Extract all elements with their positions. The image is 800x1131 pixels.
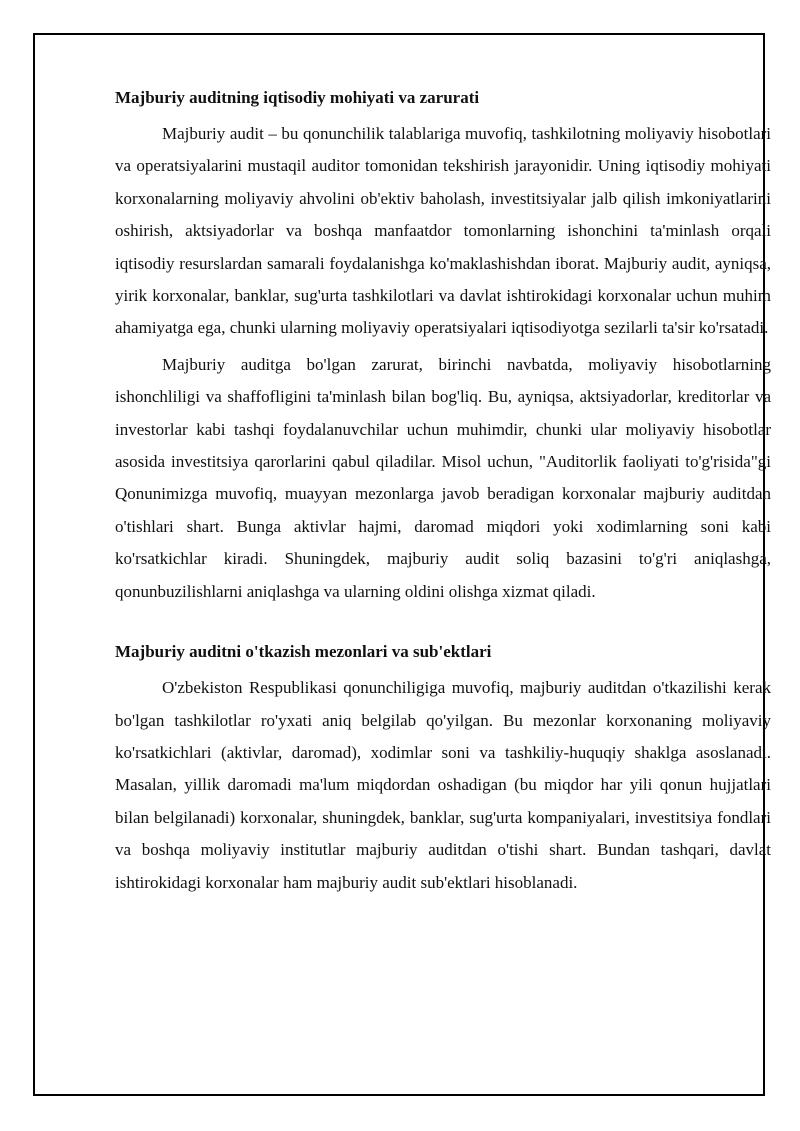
section-heading: Majburiy auditning iqtisodiy mohiyati va zarurati	[115, 88, 480, 107]
paragraph: Majburiy auditga bo'lgan zarurat, birinchi navbatda, moliyaviy hisobotlarning ishonchliligi va shaffofligini ta'minlash bilan bog'liq. Bu, ayniqsa, aktsiyadorlar, kreditorlar va investorlar kabi tashqi foydalanuvchilar uchun muhimdir, chunki ular moliyaviy hisobotlar asosida investitsiya qarorlarini qabul qiladilar. Misol uchun, "Auditorlik faoliyati to'g'risida"gi Qonunimizga muvofiq, muayyan mezonlarga javob beradigan korxonalar majburiy auditdan o'tishlari shart. Bunga aktivlar hajmi, daromad miqdori yoki xodimlarning soni kabi ko'rsatkichlar kiradi. Shuningdek, majburiy audit soliq bazasini to'g'ri aniqlashga, qonunbuzilishlarni aniqlashga va ularning oldini olishga xizmat qiladi.	[115, 354, 771, 601]
paragraph: O'zbekiston Respublikasi qonunchiligiga muvofiq, majburiy auditdan o'tkazilishi kerak bo'lgan tashkilotlar ro'yxati aniq belgilab qo'yilgan. Bu mezonlar korxonaning moliyaviy ko'rsatkichlari (aktivlar, daromad), xodimlar soni va tashkiliy-huquqiy shaklga asoslanadi. Masalan, yillik daromadi ma'lum miqdordan oshadigan (bu miqdor har yili qonun hujjatlari bilan belgilanadi) korxonalar, shuningdek, banklar, sug'urta kompaniyalari, investitsiya fondlari va boshqa moliyaviy institutlar majburiy auditdan o'tishi shart. Bundan tashqari, davlat ishtirokidagi korxonalar ham majburiy audit sub'ektlari hisoblanadi.	[115, 678, 771, 892]
document-body	[115, 84, 771, 899]
paragraph: Majburiy audit – bu qonunchilik talablariga muvofiq, tashkilotning moliyaviy hisobotlari va operatsiyalarini mustaqil auditor tomonidan tekshirish jarayonidir. Uning iqtisodiy mohiyati korxonalarning moliyaviy ahvolini ob'ektiv baholash, investitsiyalar jalb qilish imkoniyatlarini oshirish, aktsiyadorlar va boshqa manfaatdor tomonlarning ishonchini ta'minlash orqali iqtisodiy resurslardan samarali foydalanishga ko'maklashishdan iborat. Majburiy audit, ayniqsa, yirik korxonalar, banklar, sug'urta tashkilotlari va davlat ishtirokidagi korxonalar uchun muhim ahamiyatga ega, chunki ularning moliyaviy operatsiyalari iqtisodiyotga sezilarli ta'sir ko'rsatadi.	[115, 124, 771, 338]
section-heading: Majburiy auditni o'tkazish mezonlari va sub'ektlari	[115, 642, 492, 662]
